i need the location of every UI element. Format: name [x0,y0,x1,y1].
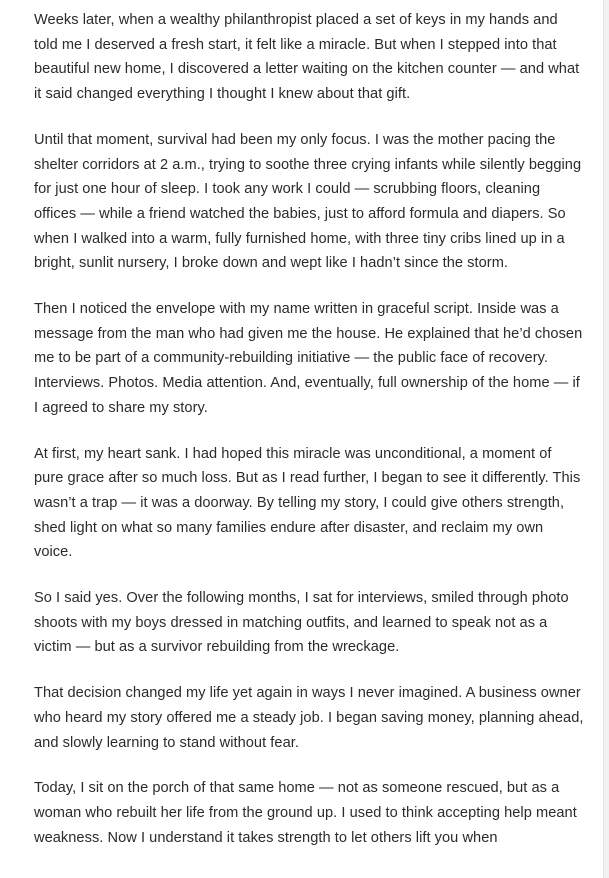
paragraph: Until that moment, survival had been my only focus. I was the mother pacing the shelter corridors at 2 a.m., trying to soothe three crying infants while silently begging for just one hour of sleep. I took any work I could — scrubbing floors, cleaning offices — while a friend watched the babies, just to afford formula and diapers. So when I walked into a warm, fully furnished home, with three tiny cribs lined up in a bright, sunlit nursery, I broke down and wept like I hadn’t since the storm. [34,131,582,272]
paragraph: Weeks later, when a wealthy philanthropist placed a set of keys in my hands and told me I deserved a fresh start, it felt like a miracle. But when I stepped into that beautiful new home, I discovered a letter waiting on the kitchen counter — and what it said changed everything I thought I knew about that gift. [34,12,580,103]
paragraph: At first, my heart sank. I had hoped this miracle was unconditional, a moment of pure grace after so much loss. But as I read further, I began to see it differently. This wasn’t a trap — it was a doorway. By telling my story, I could give others strength, shed light on what so many families endure after disaster, and reclaim my own voice. [34,445,581,561]
paragraph: Then I noticed the envelope with my name written in graceful script. Inside was a message from the man who had given me the house. He explained that he’d chosen me to be part of a community-rebuilding initiative — the public face of recovery. Interviews. Photos. Media attention. And, eventually, full ownership of the home — if I agreed to share my story. [34,301,583,416]
paragraph: So I said yes. Over the following months, I sat for interviews, smiled through photo shoots with my boys dressed in matching outfits, and learned to speak not as a victim — but as a survivor rebuilding from the wreckage. [34,590,569,656]
paragraph: That decision changed my life yet again in ways I never imagined. A business owner who heard my story offered me a steady job. I began saving money, planning ahead, and slowly learning to stand without fear. [34,685,584,751]
page-scrollbar[interactable] [603,0,609,878]
paragraph: Today, I sit on the porch of that same home — not as someone rescued, but as a woman who rebuilt her life from the ground up. I used to think accepting help meant weakness. Now I understand it takes strength to let others lift you when [34,780,577,846]
article-body [34,8,584,871]
